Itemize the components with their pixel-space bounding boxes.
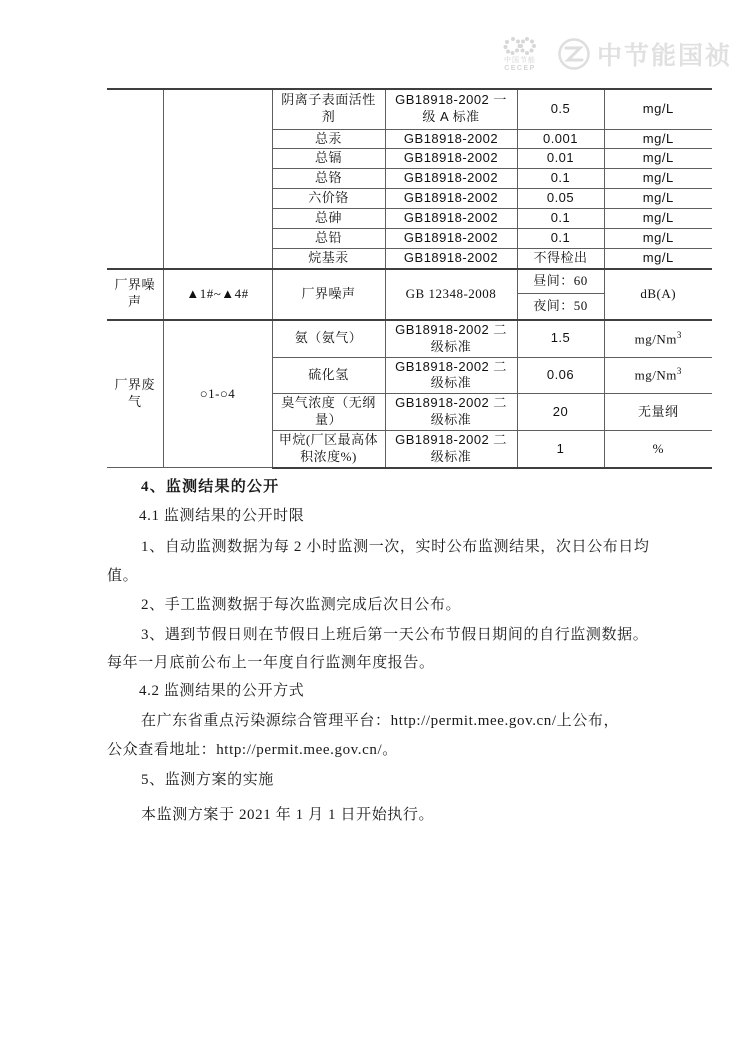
limit-cell: 0.5 bbox=[517, 89, 604, 129]
limit-cell: 0.1 bbox=[517, 169, 604, 189]
section-5-heading: 5、监测方案的实施 bbox=[141, 772, 274, 788]
category-cell: 厂界废气 bbox=[107, 320, 163, 468]
pollutant-cell: 阴离子表面活性剂 bbox=[272, 89, 385, 129]
points-cell: ▲1#~▲4# bbox=[163, 269, 272, 320]
table-row-gas bbox=[107, 320, 712, 357]
table-row bbox=[107, 89, 712, 129]
standard-cell: GB18918-2002 二级标准 bbox=[385, 357, 517, 394]
brand-logo-text: 中节能国祯 bbox=[597, 42, 733, 70]
unit-cell: mg/L bbox=[604, 189, 712, 209]
unit-cell: 无量纲 bbox=[604, 394, 712, 431]
page-header-watermark bbox=[500, 28, 733, 80]
points-continued-cell bbox=[163, 89, 272, 269]
standard-cell: GB18918-2002 bbox=[385, 169, 517, 189]
standard-cell: GB 12348-2008 bbox=[385, 269, 517, 320]
pollutant-cell: 氨（氨气） bbox=[272, 320, 385, 357]
table-row-noise bbox=[107, 269, 712, 294]
unit-cell: dB(A) bbox=[604, 269, 712, 320]
unit-cell: mg/L bbox=[604, 129, 712, 149]
cecep-logo-sub: CECEP bbox=[504, 65, 536, 72]
cecep-logo-name: 中国节能 bbox=[504, 57, 536, 64]
pollutant-cell: 总镉 bbox=[272, 149, 385, 169]
paragraph-1-line-2: 值。 bbox=[107, 568, 139, 584]
paragraph-3-line-1: 3、遇到节假日则在节假日上班后第一天公布节假日期间的自行监测数据。 bbox=[141, 627, 649, 643]
pollutant-cell: 六价铬 bbox=[272, 189, 385, 209]
standard-cell: GB18918-2002 bbox=[385, 149, 517, 169]
pollutant-cell: 总砷 bbox=[272, 209, 385, 229]
unit-cell: mg/L bbox=[604, 89, 712, 129]
paragraph-3-line-2: 每年一月底前公布上一年度自行监测年度报告。 bbox=[107, 655, 435, 671]
limit-cell: 不得检出 bbox=[517, 248, 604, 268]
unit-superscript: 3 bbox=[676, 366, 682, 377]
standard-cell: GB18918-2002 二级标准 bbox=[385, 431, 517, 468]
limit-day-cell: 昼间：60 bbox=[517, 269, 604, 294]
paragraph-1-line-1: 1、自动监测数据为每 2 小时监测一次，实时公布监测结果，次日公布日均 bbox=[141, 539, 650, 555]
section-4-2-heading: 4.2 监测结果的公开方式 bbox=[139, 683, 305, 699]
limit-cell: 20 bbox=[517, 394, 604, 431]
limit-cell: 0.01 bbox=[517, 149, 604, 169]
unit-cell: mg/L bbox=[604, 149, 712, 169]
category-continued-cell bbox=[107, 89, 163, 269]
pollutant-cell: 总铬 bbox=[272, 169, 385, 189]
unit-cell: % bbox=[604, 431, 712, 468]
limit-cell: 0.06 bbox=[517, 357, 604, 394]
limit-cell: 0.1 bbox=[517, 228, 604, 248]
paragraph-2: 2、手工监测数据于每次监测完成后次日公布。 bbox=[141, 597, 462, 613]
monitoring-standards-table bbox=[107, 88, 712, 469]
standard-cell: GB18918-2002 二级标准 bbox=[385, 320, 517, 357]
points-cell: ○1-○4 bbox=[163, 320, 272, 468]
standard-cell: GB18918-2002 一级 A 标准 bbox=[385, 89, 517, 129]
paragraph-4-line-2: 公众查看地址：http://permit.mee.gov.cn/。 bbox=[107, 742, 398, 758]
limit-cell: 0.05 bbox=[517, 189, 604, 209]
unit-cell: mg/L bbox=[604, 209, 712, 229]
brand-circle-z-icon bbox=[556, 36, 592, 72]
unit-cell: mg/L bbox=[604, 248, 712, 268]
pollutant-cell: 总汞 bbox=[272, 129, 385, 149]
unit-superscript: 3 bbox=[676, 329, 682, 340]
pollutant-cell: 厂界噪声 bbox=[272, 269, 385, 320]
standard-cell: GB18918-2002 bbox=[385, 228, 517, 248]
pollutant-cell: 烷基汞 bbox=[272, 248, 385, 268]
limit-cell: 1.5 bbox=[517, 320, 604, 357]
category-cell: 厂界噪声 bbox=[107, 269, 163, 320]
unit-cell: mg/L bbox=[604, 228, 712, 248]
section-4-heading: 4、监测结果的公开 bbox=[141, 479, 280, 495]
standard-cell: GB18918-2002 bbox=[385, 209, 517, 229]
pollutant-cell: 甲烷(厂区最高体积浓度%) bbox=[272, 431, 385, 468]
pollutant-cell: 总铅 bbox=[272, 228, 385, 248]
unit-text: mg/Nm bbox=[634, 330, 677, 346]
paragraph-5: 本监测方案于 2021 年 1 月 1 日开始执行。 bbox=[141, 807, 435, 823]
standard-cell: GB18918-2002 二级标准 bbox=[385, 394, 517, 431]
unit-cell bbox=[604, 320, 712, 357]
limit-cell: 1 bbox=[517, 431, 604, 468]
standard-cell: GB18918-2002 bbox=[385, 248, 517, 268]
limit-cell: 0.001 bbox=[517, 129, 604, 149]
unit-cell: mg/L bbox=[604, 169, 712, 189]
cecep-logo bbox=[500, 35, 540, 73]
unit-text: mg/Nm bbox=[634, 367, 677, 383]
unit-cell bbox=[604, 357, 712, 394]
paragraph-4-line-1: 在广东省重点污染源综合管理平台：http://permit.mee.gov.cn/上公布， bbox=[141, 713, 620, 729]
limit-cell: 0.1 bbox=[517, 209, 604, 229]
brand-logo bbox=[556, 36, 732, 72]
pollutant-cell: 臭气浓度（无纲量） bbox=[272, 394, 385, 431]
standard-cell: GB18918-2002 bbox=[385, 189, 517, 209]
limit-night-cell: 夜间：50 bbox=[517, 294, 604, 320]
section-4-1-heading: 4.1 监测结果的公开时限 bbox=[139, 508, 305, 524]
standard-cell: GB18918-2002 bbox=[385, 129, 517, 149]
cecep-rings-icon bbox=[500, 35, 540, 57]
pollutant-cell: 硫化氢 bbox=[272, 357, 385, 394]
